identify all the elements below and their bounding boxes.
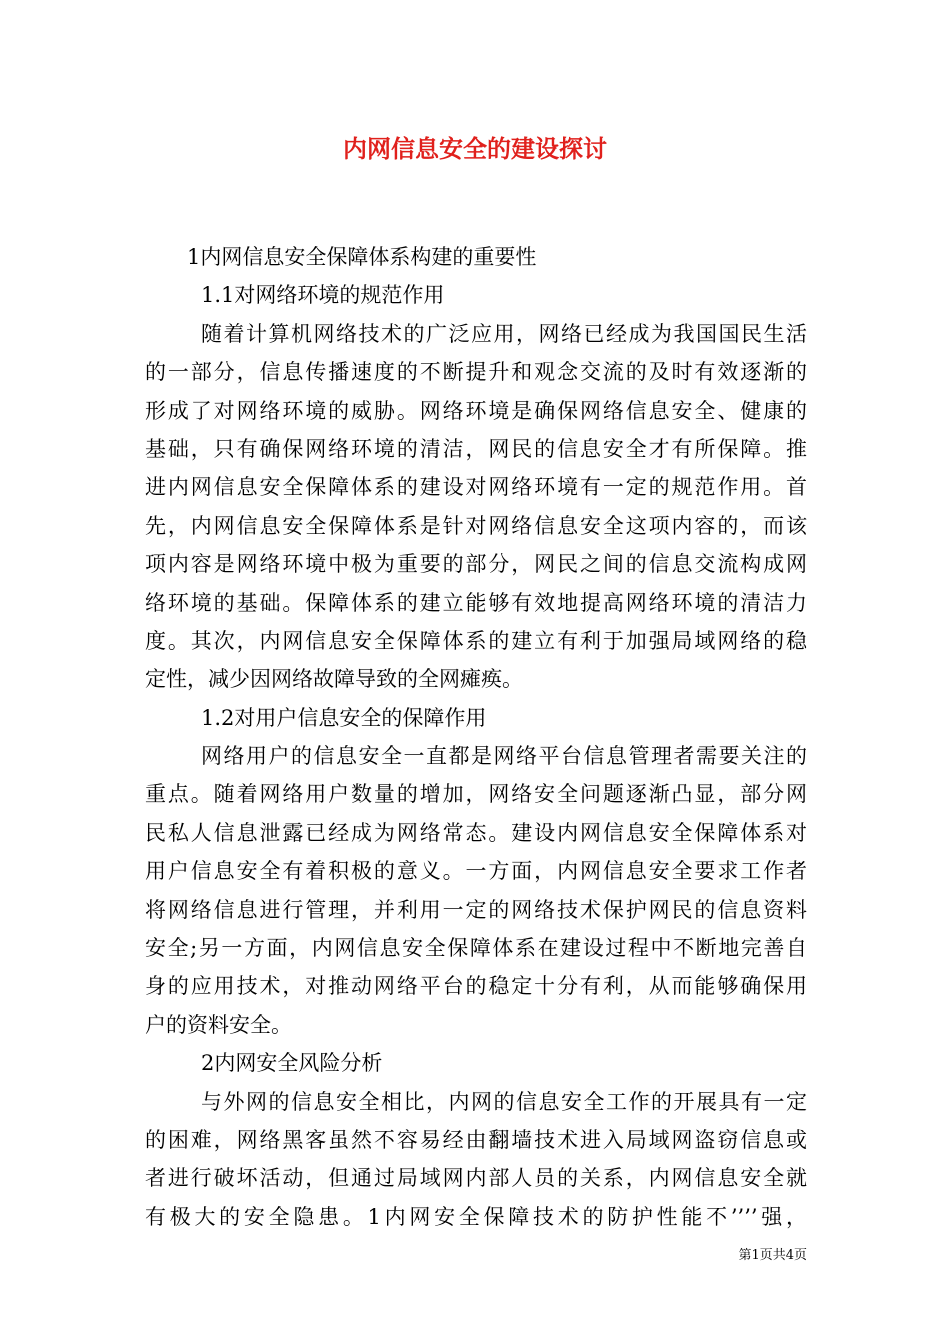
paragraph-line: 用户信息安全有着积极的意义。一方面，内网信息安全要求工作者 (145, 859, 807, 884)
paragraph-line: 先，内网信息安全保障体系是针对网络信息安全这项内容的，而该 (145, 513, 807, 538)
document-body (145, 238, 807, 1236)
paragraph-line: 定性，减少因网络故障导致的全网瘫痪。 (145, 667, 523, 692)
subsection-heading-1-1: 1.1对网络环境的规范作用 (201, 283, 445, 308)
paragraph-line: 有极大的安全隐患。1内网安全保障技术的防护性能不’’’’强， (145, 1204, 807, 1229)
section-heading-1: 1内网信息安全保障体系构建的重要性 (187, 245, 537, 269)
page-title: 内网信息安全的建设探讨 (343, 135, 607, 163)
paragraph-line: 民私人信息泄露已经成为网络常态。建设内网信息安全保障体系对 (145, 820, 807, 845)
paragraph-line: 重点。随着网络用户数量的增加，网络安全问题逐渐凸显，部分网 (145, 782, 807, 807)
paragraph-line: 将网络信息进行管理，并利用一定的网络技术保护网民的信息资料 (145, 897, 807, 922)
paragraph-line: 的困难，网络黑客虽然不容易经由翻墙技术进入局域网盗窃信息或 (145, 1127, 807, 1152)
section-heading-2: 2内网安全风险分析 (201, 1051, 383, 1076)
paragraph-line: 网络用户的信息安全一直都是网络平台信息管理者需要关注的 (201, 744, 807, 769)
paragraph-line: 与外网的信息安全相比，内网的信息安全工作的开展具有一定 (201, 1089, 807, 1114)
paragraph-line: 者进行破坏活动，但通过局域网内部人员的关系，内网信息安全就 (145, 1166, 807, 1191)
paragraph-line: 户的资料安全。 (145, 1012, 292, 1037)
paragraph-line: 基础，只有确保网络环境的清洁，网民的信息安全才有所保障。推 (145, 436, 807, 461)
paragraph-line: 络环境的基础。保障体系的建立能够有效地提高网络环境的清洁力 (145, 590, 807, 615)
paragraph-line: 安全;另一方面，内网信息安全保障体系在建设过程中不断地完善自 (145, 936, 807, 961)
paragraph-line: 的一部分，信息传播速度的不断提升和观念交流的及时有效逐渐的 (145, 360, 807, 385)
paragraph-line: 进内网信息安全保障体系的建设对网络环境有一定的规范作用。首 (145, 475, 807, 500)
subsection-heading-1-2: 1.2对用户信息安全的保障作用 (201, 705, 487, 730)
paragraph-line: 项内容是网络环境中极为重要的部分，网民之间的信息交流构成网 (145, 552, 807, 577)
paragraph-line: 形成了对网络环境的威胁。网络环境是确保网络信息安全、健康的 (145, 398, 807, 423)
page-number: 第1页共4页 (738, 1248, 807, 1263)
paragraph-line: 度。其次，内网信息安全保障体系的建立有利于加强局域网络的稳 (145, 628, 807, 653)
paragraph-line: 身的应用技术，对推动网络平台的稳定十分有利，从而能够确保用 (145, 974, 807, 999)
paragraph-line: 随着计算机网络技术的广泛应用，网络已经成为我国国民生活 (201, 321, 807, 346)
